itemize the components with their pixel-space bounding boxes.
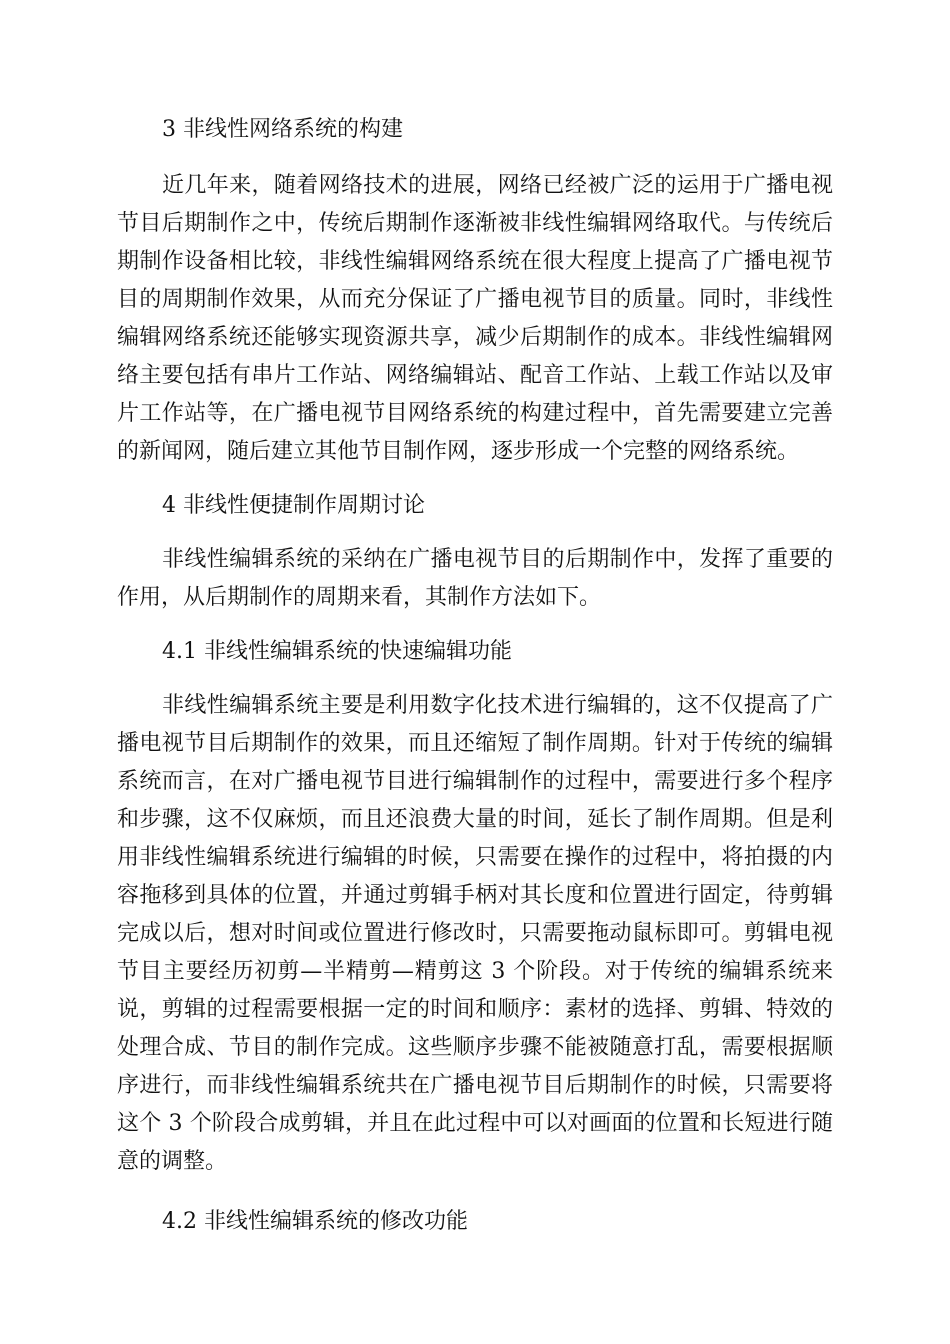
paragraph-line: 节目后期制作之中，传统后期制作逐渐被非线性编辑网络取代。与传统后 [117,211,833,236]
paragraph-line: 片工作站等，在广播电视节目网络系统的构建过程中，首先需要建立完善 [117,401,833,426]
paragraph-line: 意的调整。 [117,1149,228,1174]
paragraph-line: 作用，从后期制作的周期来看，其制作方法如下。 [117,585,602,610]
paragraph-line: 序进行，而非线性编辑系统共在广播电视节目后期制作的时候，只需要将 [117,1073,833,1098]
paragraph-line: 完成以后，想对时间或位置进行修改时，只需要拖动鼠标即可。剪辑电视 [117,921,833,946]
paragraph-line: 近几年来，随着网络技术的进展，网络已经被广泛的运用于广播电视 [162,173,833,198]
paragraph-line: 期制作设备相比较，非线性编辑网络系统在很大程度上提高了广播电视节 [117,249,833,274]
paragraph-line: 和步骤，这不仅麻烦，而且还浪费大量的时间，延长了制作周期。但是利 [117,807,833,832]
paragraph-line: 容拖移到具体的位置，并通过剪辑手柄对其长度和位置进行固定，待剪辑 [117,883,833,908]
section-heading-3: 3 非线性网络系统的构建 [162,117,403,142]
section-heading-4-1: 4.1 非线性编辑系统的快速编辑功能 [162,639,512,664]
paragraph-line: 络主要包括有串片工作站、网络编辑站、配音工作站、上载工作站以及审 [117,363,833,388]
section-heading-4: 4 非线性便捷制作周期讨论 [162,493,425,518]
paragraph-line: 处理合成、节目的制作完成。这些顺序步骤不能被随意打乱，需要根据顺 [117,1035,833,1060]
paragraph-line: 节目主要经历初剪—半精剪—精剪这 3 个阶段。对于传统的编辑系统来 [117,959,833,984]
paragraph-line: 这个 3 个阶段合成剪辑，并且在此过程中可以对画面的位置和长短进行随 [117,1111,833,1136]
paragraph-line: 用非线性编辑系统进行编辑的时候，只需要在操作的过程中，将拍摄的内 [117,845,833,870]
paragraph-line: 说，剪辑的过程需要根据一定的时间和顺序：素材的选择、剪辑、特效的 [117,997,833,1022]
paragraph-line: 编辑网络系统还能够实现资源共享，减少后期制作的成本。非线性编辑网 [117,325,833,350]
paragraph-line: 系统而言，在对广播电视节目进行编辑制作的过程中，需要进行多个程序 [117,769,833,794]
paragraph-line: 非线性编辑系统的采纳在广播电视节目的后期制作中，发挥了重要的 [162,547,833,572]
paragraph-line: 目的周期制作效果，从而充分保证了广播电视节目的质量。同时，非线性 [117,287,833,312]
paragraph-line: 的新闻网，随后建立其他节目制作网，逐步形成一个完整的网络系统。 [117,439,800,464]
section-heading-4-2: 4.2 非线性编辑系统的修改功能 [162,1209,468,1234]
paragraph-line: 播电视节目后期制作的效果，而且还缩短了制作周期。针对于传统的编辑 [117,731,833,756]
paragraph-line: 非线性编辑系统主要是利用数字化技术进行编辑的，这不仅提高了广 [162,693,833,718]
